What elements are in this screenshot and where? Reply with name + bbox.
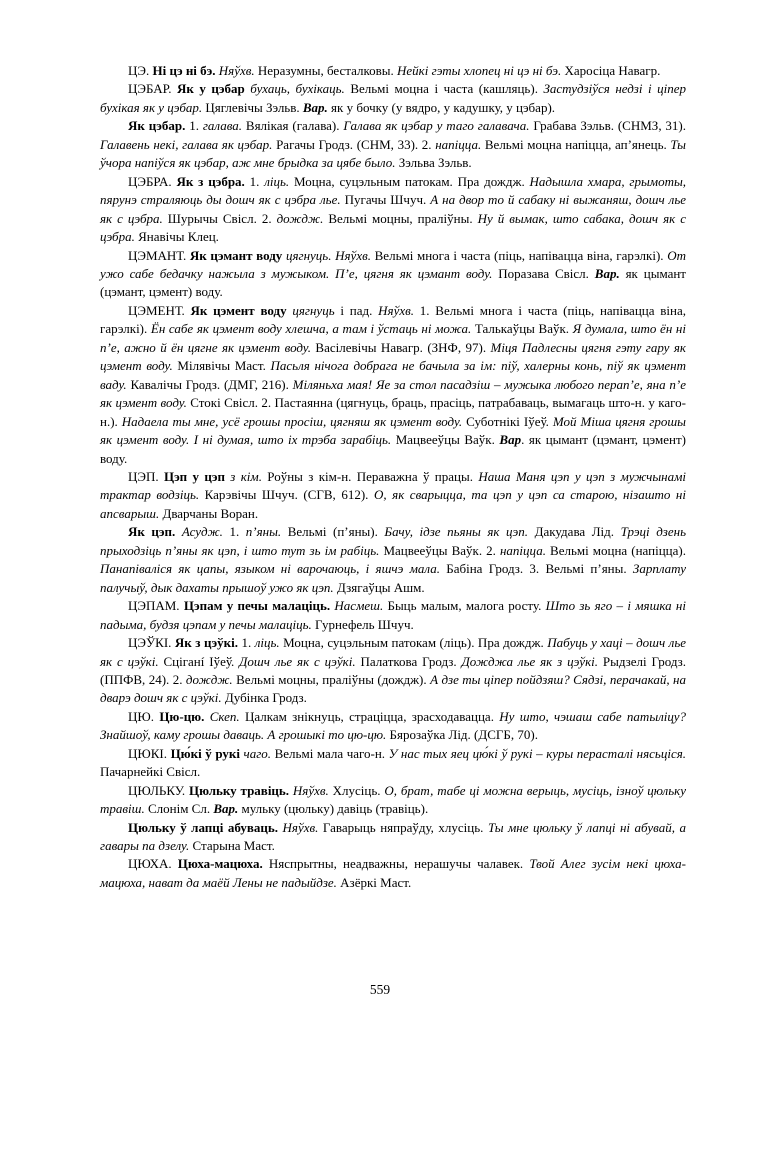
entry-segment: Пасьля нічога добрага не бачыла за ім: піў, халерны конь, піў як цэмент ваду. xyxy=(100,358,687,392)
dictionary-entry xyxy=(100,523,686,597)
entry-segment: Вар. xyxy=(302,99,332,115)
entry-segment: 1. xyxy=(189,118,203,134)
entry-segment: Ні цэ ні бэ. xyxy=(152,63,219,78)
entry-segment: Кавалічы Гродз. (ДМГ, 216). xyxy=(130,376,293,392)
entry-segment: О, брат, табе ці можна верыць, мусіць, ізноў цюльку травіш. xyxy=(100,782,686,817)
entry-segment: . як цымант (цэмант, цэмент) воду. xyxy=(100,432,686,466)
entry-segment: Дакудава Лід. xyxy=(534,524,621,540)
dictionary-entry xyxy=(100,634,686,708)
entry-segment: ЦЭМАНТ. xyxy=(128,247,190,263)
entry-segment: Няўхв. xyxy=(282,819,323,835)
entry-segment: Рагачы Гродз. (СНМ, 33). 2. xyxy=(276,136,436,152)
entry-segment: Бярозаўка Лід. (ДСГБ, 70). xyxy=(389,727,538,743)
entry-segment: Пачарнейкі Свісл. xyxy=(100,764,201,780)
entry-segment: Надаела ты мне, усё грошы просіш, цягняш як цэмент воду. xyxy=(121,413,467,429)
entry-segment: і пад. xyxy=(340,302,379,318)
entry-segment: Трэці дзень прыходзіць п’яны як цэп, і што тут зь ім рабіць. xyxy=(100,524,687,558)
entry-segment: Твой Алег зусім некі цюха-мацюха, нават да маёй Лены не падыйдзе. xyxy=(100,856,686,890)
entry-segment: От ужо сабе бедачку нажыла з мужыком. П’е, цягня як цэмант воду. xyxy=(100,247,686,281)
entry-segment: ЦЮКІ. xyxy=(128,745,171,761)
entry-segment: Вельмі многа і часта (піць, напівацца віна, гарэлкі). xyxy=(374,247,668,263)
entry-segment: Вельмі моцна і часта (кашляць). xyxy=(350,81,544,97)
entry-segment: Цяглевічы Зэльв. xyxy=(205,99,303,115)
entry-segment: Неразумны, бесталковы. xyxy=(257,63,398,78)
entry-segment: Цюльку травіць. xyxy=(188,782,293,798)
entry-segment: 1. Вельмі многа і часта (піць, напівацца віна, гарэлкі). xyxy=(100,302,687,337)
entry-segment: Старына Маст. xyxy=(192,838,275,854)
entry-segment: Ну й вымак, што сабака, дошч як с цэбра. xyxy=(100,210,687,245)
entry-segment: Галавень некі, галава як цэбар. xyxy=(100,136,277,152)
dictionary-entry xyxy=(100,708,686,745)
dictionary-entry xyxy=(100,597,686,634)
entry-segment: Зарплату палучыў, дык дахаты прышоў ужо як цэп. xyxy=(100,561,686,595)
entry-segment: О, як сварыцца, та цэп у цэп са старою, нізашто ні апсварыш. xyxy=(100,487,686,521)
entry-segment: Бачу, ідзе пьяны як цэп. xyxy=(384,524,535,540)
entry-segment: Гурнефель Шчуч. xyxy=(315,616,414,632)
entry-segment: цягнуць. Няўхв. xyxy=(285,247,375,263)
entry-segment: Нейкі гэты хлопец ні цэ ні бэ. xyxy=(397,63,565,78)
entry-segment: Вялікая (галава). xyxy=(245,118,344,134)
entry-segment: Ты мне цюльку ў лапці ні абувай, а гавары па дзелу. xyxy=(100,819,686,854)
entry-segment: Вельмі мала чаго-н. xyxy=(274,745,389,761)
entry-segment: Як цэмент воду xyxy=(190,302,293,318)
entry-segment: Суботнікі Іўеў. xyxy=(466,413,553,429)
entry-segment: ЦЮХА. xyxy=(128,856,178,872)
page-body xyxy=(100,62,686,892)
entry-segment: Роўны з кім-н. Пераважна ў працы. xyxy=(267,468,479,484)
entry-segment: Цюха-мацюха. xyxy=(177,856,269,872)
entry-segment: Янавічы Клец. xyxy=(138,229,219,245)
entry-segment: з кім. xyxy=(230,468,268,484)
entry-segment: Ён сабе як цэмент воду хлешча, а там і ўстаць ні можа. xyxy=(150,321,475,337)
entry-segment: Цюльку ў лапці абуваць. xyxy=(128,819,283,835)
entry-segment: Мой Міша цягня грошы як цэмент воду. І ні думая, што іх трэба зарабіць. xyxy=(100,413,686,448)
entry-segment: ЦЮ. xyxy=(128,708,160,724)
entry-segment: ліць. xyxy=(254,635,284,651)
entry-segment: Талькаўцы Ваўк. xyxy=(474,321,573,337)
entry-segment: Зэльва Зэльв. xyxy=(398,155,472,171)
entry-segment: Пугачы Шчуч. xyxy=(344,192,431,208)
entry-segment: Вар. xyxy=(594,265,626,281)
entry-segment: ліць. xyxy=(264,173,294,189)
entry-segment: Шурычы Свісл. 2. xyxy=(167,210,277,226)
dictionary-entry xyxy=(100,782,686,819)
entry-segment: ЦЭЎКІ. xyxy=(128,635,175,651)
entry-segment: Цю-цю. xyxy=(159,708,210,724)
entry-segment: ЦЮЛЬКУ. xyxy=(128,782,189,798)
dictionary-entry xyxy=(100,117,686,172)
entry-segment: Як з цэўкі. xyxy=(174,635,242,651)
entry-segment: Хлусіць. xyxy=(332,782,385,798)
entry-segment: ЦЭБАР. xyxy=(128,81,178,97)
entry-segment: чаго. xyxy=(243,745,275,761)
entry-segment: Цалкам знікнуць, страціцца, зрасходавацца. xyxy=(244,708,500,724)
entry-segment: Цю́кі ў рукі xyxy=(170,745,244,761)
entry-segment: Азёркі Маст. xyxy=(340,874,412,890)
dictionary-entry xyxy=(100,302,686,468)
entry-segment: Дубінка Гродз. xyxy=(224,690,307,706)
entry-segment: Галава як цэбар у таго галавача. xyxy=(343,118,534,134)
entry-segment: Рыдзелі Гродз. (ППФВ, 24). 2. xyxy=(100,653,686,687)
entry-segment: ЦЭ. xyxy=(128,63,153,78)
entry-segment: Застудзіўся недзі і ціпер бухікая як у цэбар. xyxy=(100,81,687,115)
dictionary-entry xyxy=(100,62,686,80)
entry-segment: Грабава Зэльв. (СНМЗ, 31). xyxy=(533,118,687,134)
entry-segment: Быць малым, малога росту. xyxy=(387,598,546,614)
dictionary-entry xyxy=(100,745,686,782)
entry-segment: Асудж. xyxy=(181,524,230,540)
entry-segment: Цэпам у печы малаціць. xyxy=(183,598,335,614)
entry-segment: Як цэбар. xyxy=(128,118,190,134)
entry-segment: Цэп у цэп xyxy=(163,468,231,484)
entry-segment: Сціганí Іўеў. xyxy=(163,653,240,669)
dictionary-entry xyxy=(100,247,686,302)
entry-segment: цягнуць xyxy=(292,302,341,318)
entry-segment: Няўхв. xyxy=(218,63,258,78)
entry-segment: дождж. xyxy=(276,210,329,226)
entry-segment: бухаць, бухікаць. xyxy=(250,81,351,97)
entry-segment: ЦЭП. xyxy=(128,468,164,484)
entry-segment: Поразава Свісл. xyxy=(498,265,595,281)
dictionary-entry xyxy=(100,173,686,247)
entry-segment: Як з цэбра. xyxy=(176,173,250,189)
entry-segment: як у бочку (у вядро, у кадушку, у цэбар). xyxy=(331,99,556,115)
entry-segment: Карэвічы Шчуч. (СГВ, 612). xyxy=(204,487,374,503)
entry-segment: ЦЭМЕНТ. xyxy=(128,302,191,318)
entry-segment: Скеп. xyxy=(209,708,245,724)
entry-segment: Вельмі моцна (напіцца). xyxy=(550,542,686,558)
entry-segment: Няўхв. xyxy=(292,782,333,798)
entry-segment: Харосіца Навагр. xyxy=(564,63,661,78)
entry-segment: Вельмі моцны, праліўны. xyxy=(328,210,478,226)
entry-segment: Ну што, чэшаш сабе патыліцу? Знайшоў, каму грошы даваць. А грошыкі то цю-цю. xyxy=(100,708,686,743)
entry-segment: Надышла хмара, грымоты, пярунэ страляюць ды дошч як с цэбра лье. xyxy=(100,173,687,208)
entry-segment: Дошч лье як с цэўкі. xyxy=(239,653,361,669)
entry-segment: Дзягаўцы Ашм. xyxy=(336,579,425,595)
entry-segment: Ты ўчора напіўся як цэбар, аж мне брыдка за цябе было. xyxy=(100,136,686,171)
entry-segment: Як цэп. xyxy=(128,524,182,540)
entry-segment: як цымант (цэмант, цэмент) воду. xyxy=(100,265,686,300)
entry-segment: Васілевічы Навагр. (ЗНФ, 97). xyxy=(315,339,491,355)
entry-segment: 1. xyxy=(229,524,246,540)
entry-segment: А дзе ты ціпер пойдзяш? Сядзі, перачакай, на дварэ дошч як с цэўкі. xyxy=(100,671,687,706)
entry-segment: Я думала, што ён ні п’е, ажно й ён цягне як цэмент воду. xyxy=(100,321,686,355)
entry-segment: Вар. xyxy=(213,801,242,817)
entry-segment: Моцна, суцэльным патокам (ліць). Пра дождж. xyxy=(283,635,548,651)
entry-segment: Дожджа лье як з цэўкі. xyxy=(461,653,603,669)
entry-segment: Што зь яго – і мяшка ні падыма, будзя цэпам у печы малаціць. xyxy=(100,598,686,632)
entry-segment: Міця Падлесны цягня гэту гару як цэмент воду. xyxy=(100,339,686,374)
entry-segment: У нас тых яец цю́кі ў рукі – куры перасталі нясьціся. xyxy=(388,745,687,761)
dictionary-entry xyxy=(100,855,686,892)
entry-segment: Як цэмант воду xyxy=(189,247,286,263)
entry-segment: Міляньха мая! Яе за стол пасадзіш – мужыка любого перап’е, яна п’е як цэмент воду. xyxy=(100,376,687,411)
entry-segment: напіцца. xyxy=(499,542,551,558)
entry-segment: А на двор то й сабаку ні выжаняш, дошч лье як с цэбра. xyxy=(100,192,687,226)
entry-segment: галава. xyxy=(202,118,246,134)
entry-segment: Панапіваліся як цапы, языком ні варочаюць, і яшчэ мала. xyxy=(100,561,447,577)
entry-segment: ЦЭПАМ. xyxy=(128,598,184,614)
entry-segment: 1. xyxy=(249,173,265,189)
entry-segment: Наша Маня цэп у цэп з мужчынамі трактар водзіць. xyxy=(100,468,687,503)
entry-segment: напіцца. xyxy=(435,136,485,152)
entry-segment: Стокі Свісл. 2. Пастаянна (цягнуць, браць, прасіць, патрабаваць, вымагаць што-н. у каго-н.). xyxy=(100,395,686,429)
entry-segment: Мацвееўцы Ваўк. xyxy=(395,432,500,448)
entry-segment: Няўхв. xyxy=(378,302,420,318)
entry-segment: Дварчаны Воран. xyxy=(162,505,259,521)
entry-segment: Гаварыць няпраўду, хлусіць. xyxy=(322,819,488,835)
entry-segment: Бабіна Гродз. 3. Вельмі п’яны. xyxy=(446,561,633,577)
entry-segment: Вельмі моцны, праліўны (дождж). xyxy=(236,671,431,687)
entry-segment: ЦЭБРА. xyxy=(128,173,177,189)
entry-segment: Палаткова Гродз. xyxy=(360,653,462,669)
entry-segment: Мілявічы Маст. xyxy=(177,358,271,374)
entry-segment: Вельмі моцна напіцца, ап’янець. xyxy=(484,136,671,152)
entry-segment: Вар xyxy=(499,432,522,448)
dictionary-entry xyxy=(100,468,686,523)
dictionary-entry xyxy=(100,819,686,856)
entry-segment: Насмеш. xyxy=(334,598,388,614)
page-number: 559 xyxy=(369,982,391,997)
entry-segment: Пабуць у хаці – дошч лье як с цэўкі. xyxy=(100,635,687,669)
entry-segment: 1. xyxy=(241,635,255,651)
entry-segment: Няспрытны, неадважны, нерашучы чалавек. xyxy=(268,856,530,872)
entry-segment: Моцна, суцэльным патокам. Пра дождж. xyxy=(293,173,530,189)
entry-segment: Слонім Сл. xyxy=(147,801,214,817)
entry-segment: п’яны. xyxy=(245,524,288,540)
entry-segment: мульку (цюльку) давіць (травіць). xyxy=(241,801,429,817)
entry-segment: дождж. xyxy=(185,671,237,687)
dictionary-entry xyxy=(100,80,686,117)
entry-segment: Мацвееўцы Ваўк. 2. xyxy=(383,542,500,558)
entry-segment: Вельмі (п’яны). xyxy=(287,524,385,540)
entry-segment: Як у цэбар xyxy=(177,81,251,97)
